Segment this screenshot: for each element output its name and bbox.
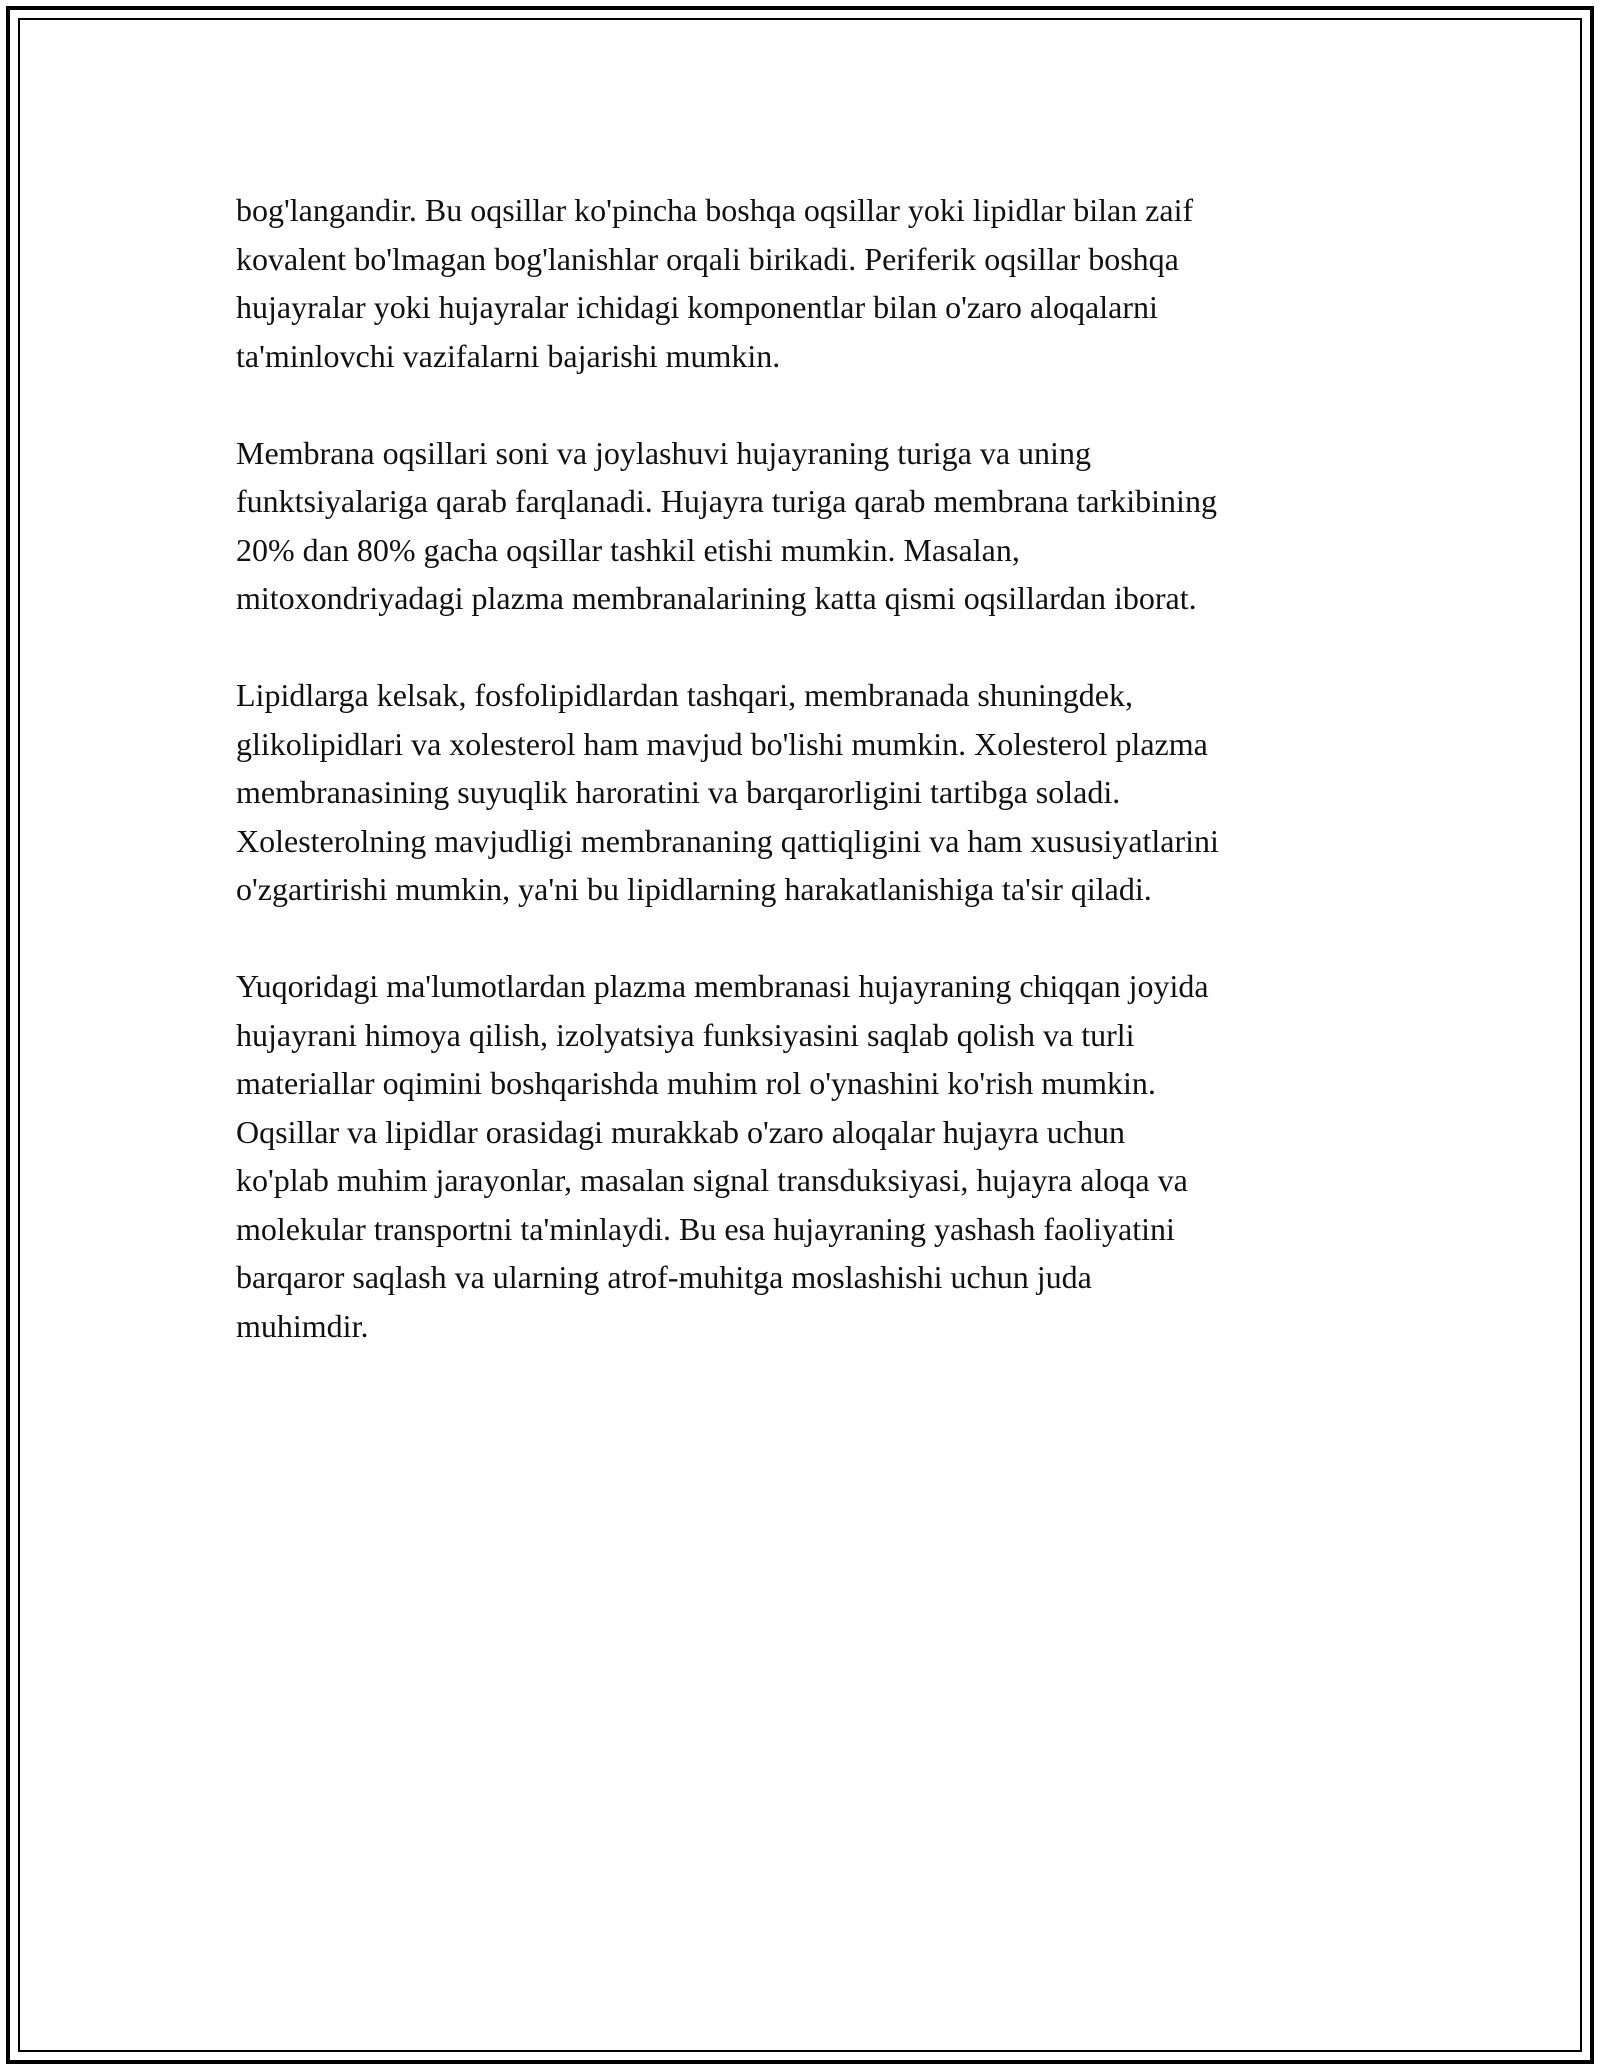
text-line: 20% dan 80% gacha oqsillar tashkil etishi mumkin. Masalan,	[236, 531, 1020, 568]
text-line: Lipidlarga kelsak, fosfolipidlardan tashqari, membranada shuningdek,	[236, 677, 1133, 713]
text-line: ta'minlovchi vazifalarni bajarishi mumkin.	[236, 337, 781, 374]
paragraph-3	[236, 671, 1376, 914]
text-line: bog'langandir. Bu oqsillar ko'pincha boshqa oqsillar yoki lipidlar bilan zaif	[236, 192, 1194, 228]
text-line: ko'plab muhim jarayonlar, masalan signal transduksiyasi, hujayra aloqa va	[236, 1162, 1188, 1198]
text-line: Yuqoridagi ma'lumotlardan plazma membranasi hujayraning chiqqan joyida	[236, 968, 1209, 1004]
text-line: hujayrani himoya qilish, izolyatsiya funksiyasini saqlab qolish va turli	[236, 1016, 1135, 1053]
text-line: muhimdir.	[236, 1307, 369, 1344]
text-line: funktsiyalariga qarab farqlanadi. Hujayra turiga qarab membrana tarkibining	[236, 483, 1217, 519]
text-line: Xolesterolning mavjudligi membrananing qattiqligini va ham xususiyatlarini	[236, 822, 1219, 859]
text-line: Membrana oqsillari soni va joylashuvi hujayraning turiga va uning	[236, 434, 1091, 471]
text-line: membranasining suyuqlik haroratini va barqarorligini tartibga soladi.	[236, 774, 1121, 810]
text-line: kovalent bo'lmagan bog'lanishlar orqali birikadi. Periferik oqsillar boshqa	[236, 240, 1179, 277]
text-line: molekular transportni ta'minlaydi. Bu esa hujayraning yashash faoliyatini	[236, 1210, 1175, 1247]
document-body	[236, 186, 1376, 1399]
text-line: materiallar oqimini boshqarishda muhim rol o'ynashini ko'rish mumkin.	[236, 1065, 1156, 1101]
paragraph-4	[236, 962, 1376, 1350]
text-line: glikolipidlari va xolesterol ham mavjud bo'lishi mumkin. Xolesterol plazma	[236, 725, 1208, 762]
text-line: o'zgartirishi mumkin, ya'ni bu lipidlarning harakatlanishiga ta'sir qiladi.	[236, 871, 1152, 907]
text-line: Oqsillar va lipidlar orasidagi murakkab o'zaro aloqalar hujayra uchun	[236, 1113, 1125, 1150]
text-line: barqaror saqlash va ularning atrof-muhitga moslashishi uchun juda	[236, 1259, 1092, 1295]
text-line: mitoxondriyadagi plazma membranalarining katta qismi oqsillardan iborat.	[236, 580, 1197, 616]
paragraph-1	[236, 186, 1376, 380]
paragraph-2	[236, 429, 1376, 623]
text-line: hujayralar yoki hujayralar ichidagi komponentlar bilan o'zaro aloqalarni	[236, 289, 1158, 325]
